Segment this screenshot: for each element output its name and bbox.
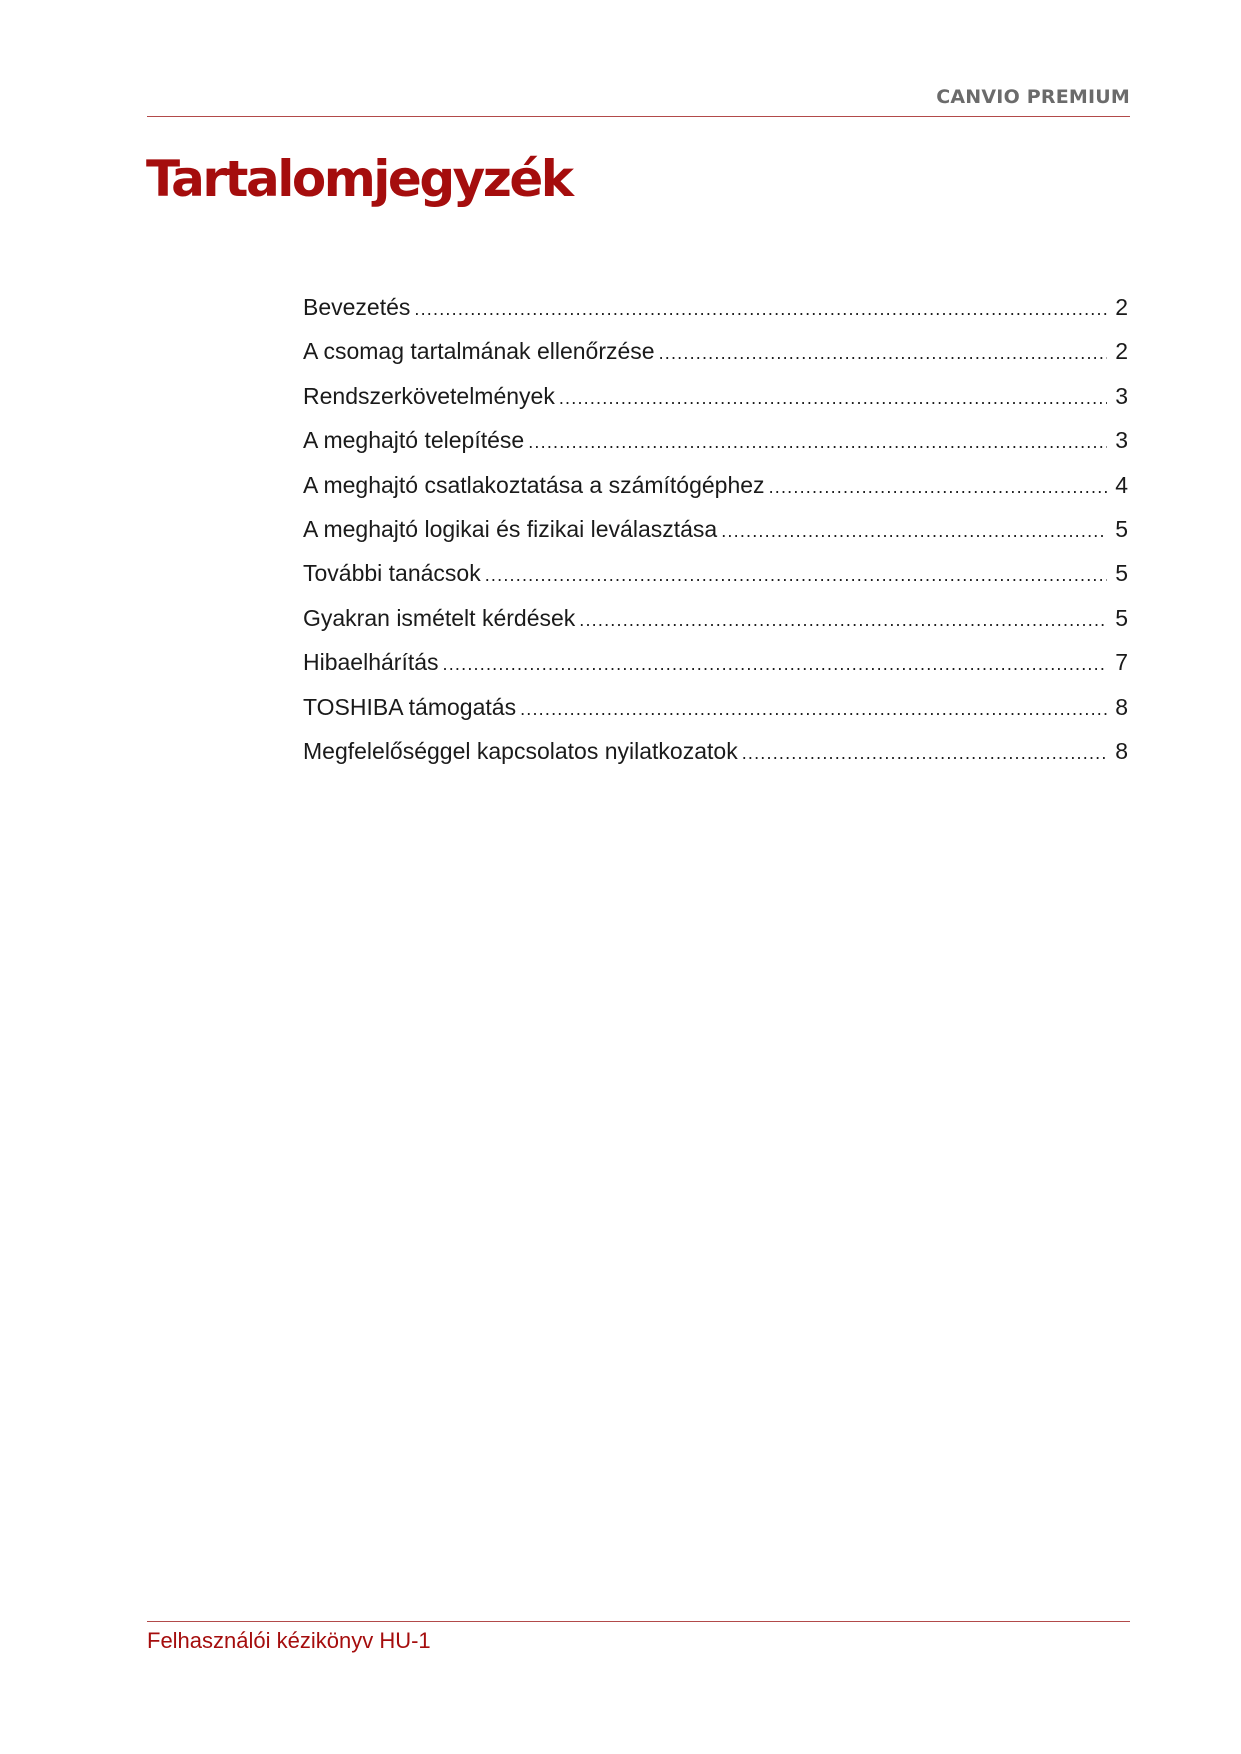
toc-entry-label: Rendszerkövetelmények	[303, 382, 555, 409]
header-divider	[147, 116, 1130, 117]
toc-entry[interactable]	[303, 472, 1128, 516]
toc-page-number: 5	[1115, 560, 1128, 587]
toc-dot-leader	[769, 477, 1108, 498]
toc-dot-leader	[659, 343, 1108, 364]
toc-dot-leader	[520, 699, 1107, 720]
toc-entry-label: Hibaelhárítás	[303, 649, 439, 676]
toc-entry[interactable]	[303, 294, 1128, 338]
footer-page-label: Felhasználói kézikönyv HU-1	[147, 1628, 431, 1653]
toc-page-number: 3	[1115, 427, 1128, 454]
header-brand: CANVIO PREMIUM	[936, 86, 1130, 108]
toc-page-number: 5	[1115, 515, 1128, 542]
toc-entry[interactable]	[303, 694, 1128, 738]
toc-page-number: 8	[1115, 737, 1128, 764]
footer-divider	[147, 1621, 1130, 1622]
page-title: Tartalomjegyzék	[146, 150, 572, 208]
toc-entry-label: A meghajtó csatlakoztatása a számítógéphez	[303, 471, 765, 498]
toc-page-number: 7	[1115, 649, 1128, 676]
toc-dot-leader	[721, 521, 1107, 542]
toc-entry-label: További tanácsok	[303, 560, 481, 587]
table-of-contents	[303, 294, 1128, 782]
toc-page-number: 4	[1115, 471, 1128, 498]
toc-entry-label: A meghajtó logikai és fizikai leválasztása	[303, 515, 718, 542]
toc-entry-label: Gyakran ismételt kérdések	[303, 604, 576, 631]
toc-dot-leader	[485, 565, 1107, 586]
toc-page-number: 3	[1115, 382, 1128, 409]
toc-entry[interactable]	[303, 383, 1128, 427]
toc-entry-label: TOSHIBA támogatás	[303, 693, 517, 720]
toc-dot-leader	[559, 388, 1107, 409]
toc-dot-leader	[443, 654, 1108, 675]
toc-page-number: 2	[1115, 338, 1128, 365]
toc-entry[interactable]	[303, 605, 1128, 649]
toc-page-number: 5	[1115, 604, 1128, 631]
toc-entry[interactable]	[303, 560, 1128, 604]
toc-entry-label: A csomag tartalmának ellenőrzése	[303, 338, 655, 365]
toc-entry[interactable]	[303, 516, 1128, 560]
toc-entry[interactable]	[303, 738, 1128, 782]
toc-entry[interactable]	[303, 338, 1128, 382]
toc-dot-leader	[528, 432, 1107, 453]
toc-dot-leader	[579, 610, 1107, 631]
toc-page-number: 2	[1115, 294, 1128, 320]
toc-entry[interactable]	[303, 427, 1128, 471]
toc-entry-label: A meghajtó telepítése	[303, 427, 525, 454]
toc-entry[interactable]	[303, 649, 1128, 693]
toc-entry-label: Megfelelőséggel kapcsolatos nyilatkozatok	[303, 737, 738, 764]
toc-dot-leader	[414, 299, 1107, 320]
toc-dot-leader	[742, 743, 1108, 764]
toc-entry-label: Bevezetés	[303, 294, 411, 320]
toc-page-number: 8	[1115, 693, 1128, 720]
